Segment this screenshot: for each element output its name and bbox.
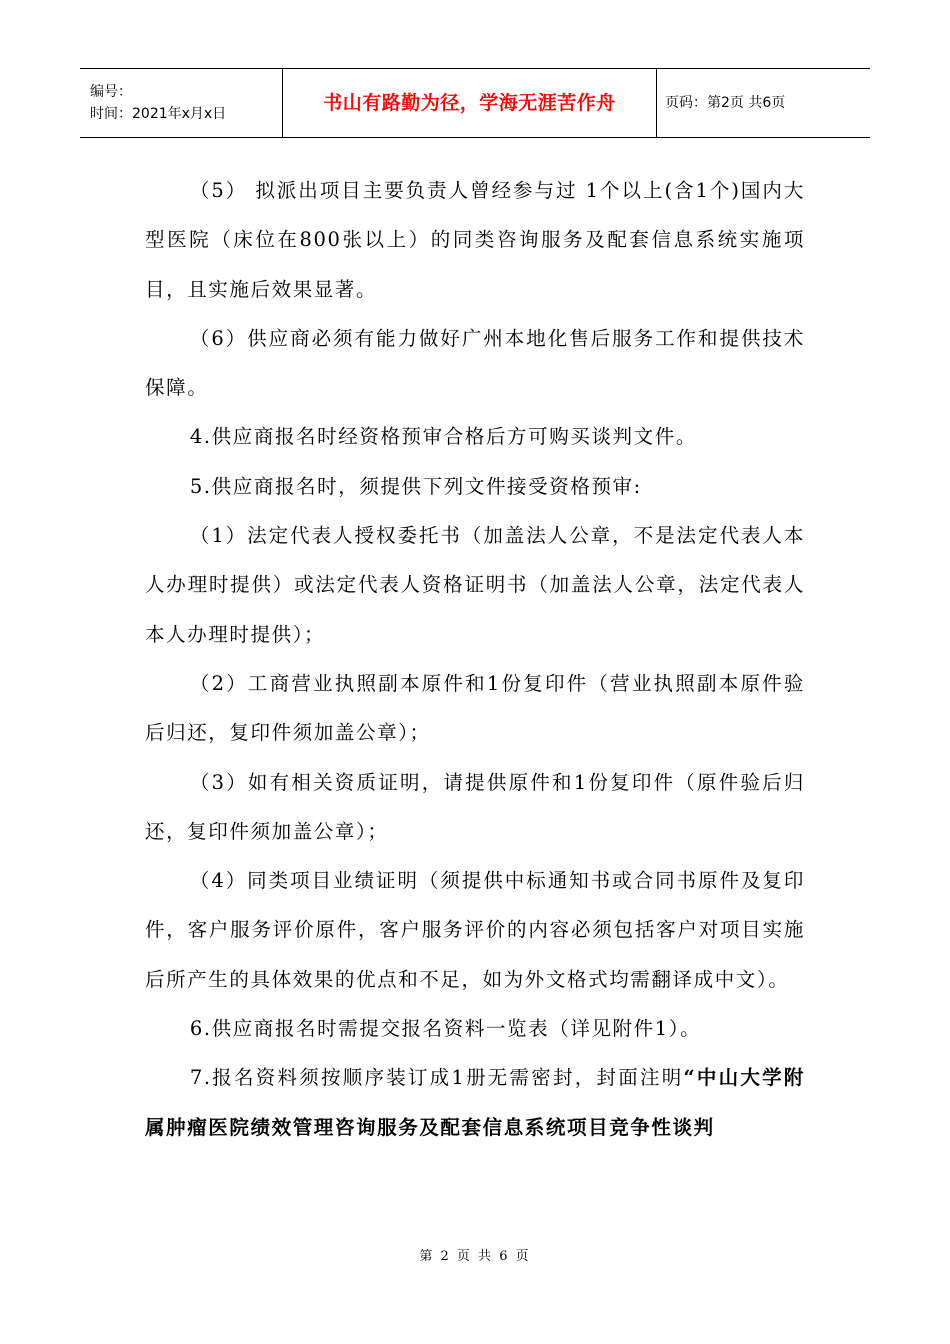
header-meta [80, 69, 283, 137]
footer-page-number: 第 2 页 共 6 页 [419, 1249, 531, 1264]
header-page-number: 页码：第2页 共6页 [665, 95, 786, 111]
paragraph: （2）工商营业执照副本原件和1份复印件（营业执照副本原件验后归还，复印件须加盖公章）； [145, 671, 805, 745]
page-footer [0, 1245, 950, 1264]
paragraph: （4）同类项目业绩证明（须提供中标通知书或合同书原件及复印件，客户服务评价原件，客户服务评价的内容必须包括客户对项目实施后所产生的具体效果的优点和不足，如为外文格式均需翻译成中文）。 [145, 869, 805, 991]
paragraph: 6.供应商报名时需提交报名资料一览表（详见附件1）。 [189, 1017, 702, 1041]
header-motto-cell [283, 69, 657, 137]
paragraph: （3）如有相关资质证明，请提供原件和1份复印件（原件验后归还，复印件须加盖公章）； [145, 770, 805, 843]
header-motto: 书山有路勤为径，学海无涯苦作舟 [323, 92, 616, 114]
document-number-label: 编号： [90, 84, 132, 100]
document-date-label: 时间：2021年x月x日 [90, 106, 227, 122]
paragraph-last [145, 1053, 805, 1152]
header-page-cell [657, 69, 870, 137]
paragraph: 4.供应商报名时经资格预审合格后方可购买谈判文件。 [189, 425, 697, 449]
paragraph: （5） 拟派出项目主要负责人曾经参与过 1个以上(含1个)国内大型医院（床位在800张以上）的同类咨询服务及配套信息系统实施项目，且实施后效果显著。 [145, 179, 805, 301]
paragraph: 5.供应商报名时，须提供下列文件接受资格预审: [189, 474, 642, 498]
paragraph-last-prefix: 7.报名资料须按顺序装订成1册无需密封，封面注明 [189, 1066, 684, 1090]
document-body [145, 166, 805, 1152]
document-header [80, 68, 870, 138]
project-title-bold: “中山大学附属肿瘤医院绩效管理咨询服务及配套信息系统项目竞争性谈判 [145, 1066, 805, 1139]
paragraph: （6）供应商必须有能力做好广州本地化售后服务工作和提供技术保障。 [145, 326, 805, 400]
paragraph: （1）法定代表人授权委托书（加盖法人公章，不是法定代表人本人办理时提供）或法定代表人资格证明书（加盖法人公章，法定代表人本人办理时提供）； [145, 524, 805, 646]
